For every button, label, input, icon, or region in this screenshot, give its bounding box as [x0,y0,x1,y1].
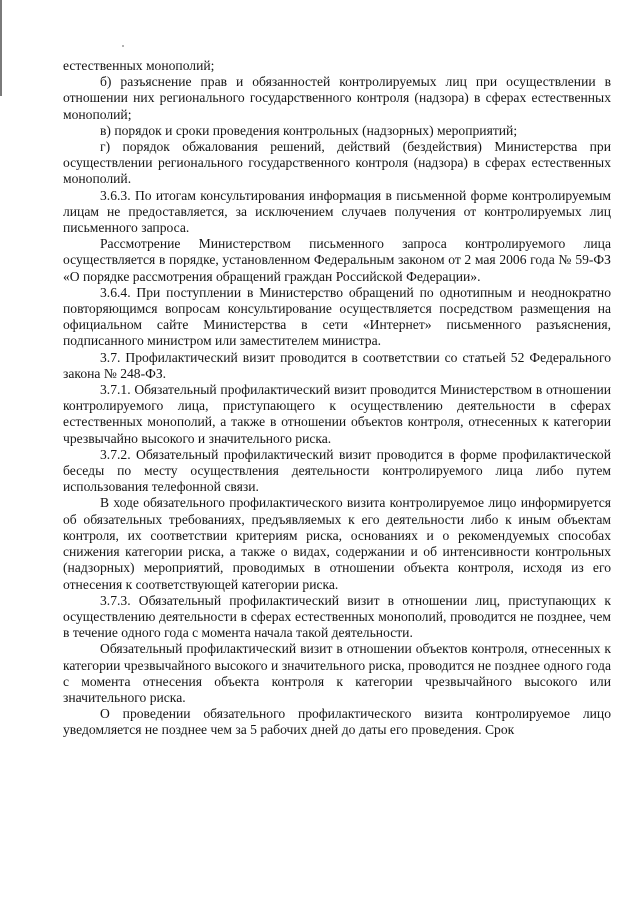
scan-edge-mark [0,0,2,96]
paragraph-item-b: б) разъяснение прав и обязанностей контролируемых лиц при осуществлении в отношении них регионального государственного контроля (надзора) в сферах естественных монополий; [63,74,611,122]
paragraph-3-7-3: 3.7.3. Обязательный профилактический визит в отношении лиц, приступающих к осуществлению деятельности в сферах естественных монополий, проводится не позднее, чем в течение одного года с момента начала такой деятельности. [63,592,611,641]
scan-speck [122,45,124,47]
paragraph-item-v: в) порядок и сроки проведения контрольных (надзорных) мероприятий; [100,122,518,138]
paragraph-3-7-2: 3.7.2. Обязательный профилактический визит проводится в форме профилактической беседы по месту осуществления деятельности контролируемого лица либо путем использования телефонной связи. [63,446,611,495]
paragraph-3-7: 3.7. Профилактический визит проводится в соответствии со статьей 52 Федерального закона № 248-ФЗ. [63,349,611,381]
paragraph-3-7-1: 3.7.1. Обязательный профилактический визит проводится Министерством в отношении контролируемого лица, приступающего к осуществлению деятельности в сферах естественных монополий, а также в отношении объектов контроля, отнесенных к категории чрезвычайно высокого и значительного риска. [63,382,611,446]
paragraph-3-6-3: 3.6.3. По итогам консультирования информация в письменной форме контролируемым лицам не предоставляется, за исключением случаев получения от контролируемых лиц письменного запроса. [63,187,611,236]
paragraph-visit-notice: О проведении обязательного профилактического визита контролируемое лицо уведомляется не позднее чем за 5 рабочих дней до даты его проведения. Срок [63,706,611,738]
paragraph-continuation: естественных монополий; [63,58,215,73]
paragraph-visit-risk-objects: Обязательный профилактический визит в отношении объектов контроля, отнесенных к категории чрезвычайного высокого и значительного риска, проводится не позднее одного года с момента отнесения объекта контроля к категории чрезвычайного высокого или значительного риска. [63,641,611,705]
document-body [63,58,611,739]
paragraph-3-6-4: 3.6.4. При поступлении в Министерство обращений по однотипным и неоднократно повторяющимся вопросам консультирование осуществляется посредством размещения на официальном сайте Министерства в сети «Интернет» письменного разъяснения, подписанного министром или заместителем министра. [63,284,611,349]
paragraph-item-g: г) порядок обжалования решений, действий (бездействия) Министерства при осуществлении регионального государственного контроля (надзора) в сферах естественных монополий. [63,139,611,187]
paragraph-visit-content: В ходе обязательного профилактического визита контролируемое лицо информируется об обязательных требованиях, предъявляемых к его деятельности либо к иным объектам контроля, их соответствии критериям риска, основаниях и о рекомендуемых способах снижения категории риска, а также о видах, содержании и об интенсивности контрольных (надзорных) мероприятий, проводимых в отношении объекта контроля, исходя из его отнесения к соответствующей категории риска. [63,495,611,592]
paragraph-written-request: Рассмотрение Министерством письменного запроса контролируемого лица осуществляется в порядке, установленном Федеральным законом от 2 мая 2006 года № 59-ФЗ «О порядке рассмотрения обращений граждан Российской Федерации». [63,236,611,284]
